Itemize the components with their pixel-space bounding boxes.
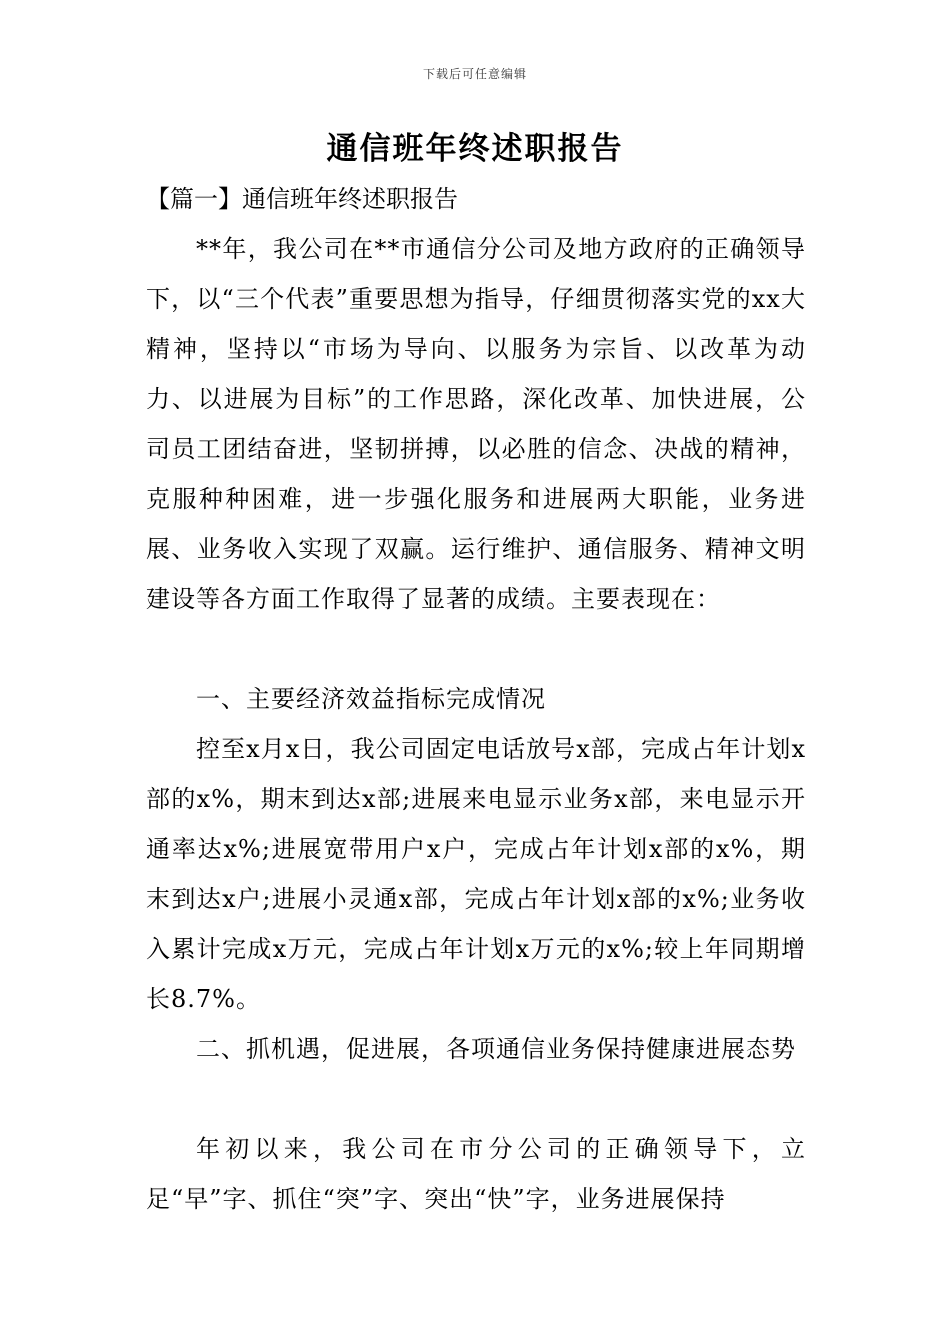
header-note: 下载后可任意编辑 [422,67,527,81]
section-heading: 【篇一】通信班年终述职报告 [146,185,458,213]
paragraph-heading-1: 一、主要经济效益指标完成情况 [196,685,546,713]
paragraph-heading-2: 二、抓机遇，促进展，各项通信业务保持健康进展态势 [196,1035,796,1063]
paragraph-development: 年初以来，我公司在市分公司的正确领导下，立足“早”字、抓住“突”字、突出“快”字，业务进展保持 [146,1135,806,1213]
document-title: 通信班年终述职报告 [326,131,624,167]
paragraph-indicators: 控至x月x日，我公司固定电话放号x部，完成占年计划x部的x%，期末到达x部;进展来电显示业务x部，来电显示开通率达x%;进展宽带用户x户，完成占年计划x部的x%，期末到达x户;进展小灵通x部，完成占年计划x部的x%;业务收入累计完成x万元，完成占年计划x万元的x%;较上年同期增长8.7%。 [146,735,806,1013]
paragraph-intro: **年，我公司在**市通信分公司及地方政府的正确领导下，以“三个代表”重要思想为指导，仔细贯彻落实党的xx大精神，坚持以“市场为导向、以服务为宗旨、以改革为动力、以进展为目标”的工作思路，深化改革、加快进展，公司员工团结奋进，坚韧拼搏，以必胜的信念、决战的精神，克服种种困难，进一步强化服务和进展两大职能，业务进展、业务收入实现了双赢。运行维护、通信服务、精神文明建设等各方面工作取得了显著的成绩。主要表现在： [146,235,806,613]
